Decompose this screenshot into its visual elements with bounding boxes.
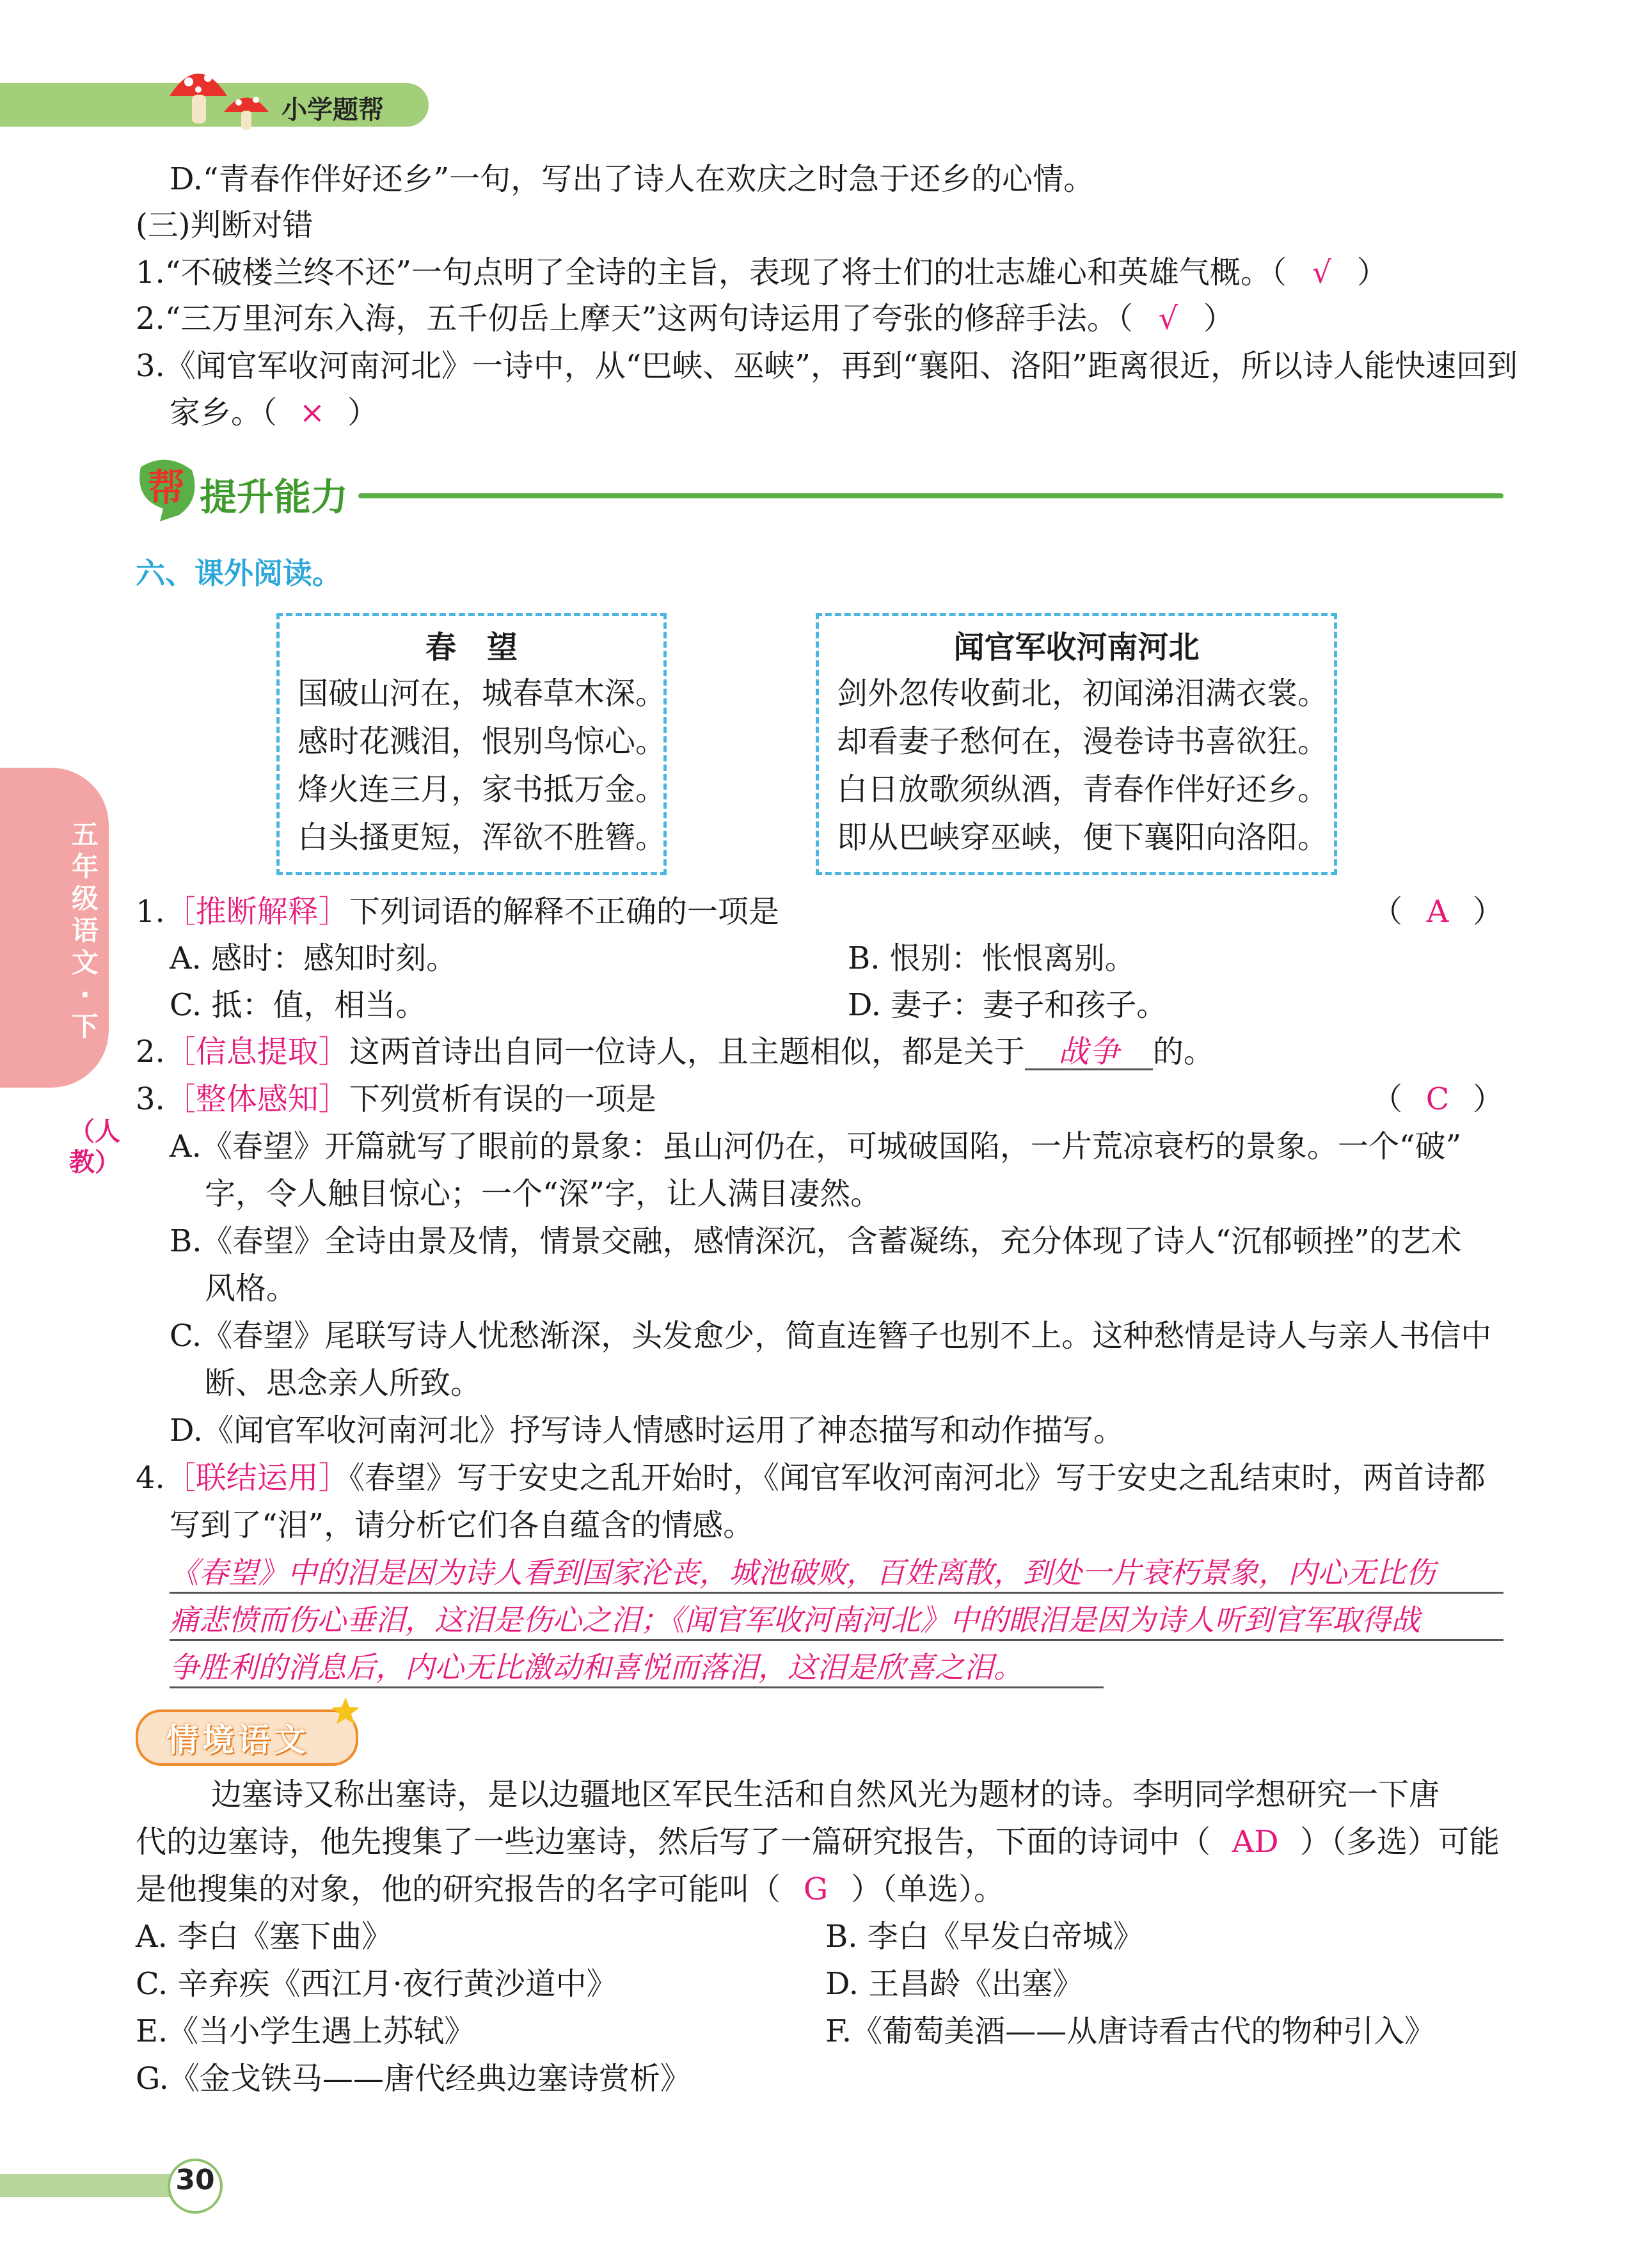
header-title: 小学题帮 — [282, 95, 384, 125]
bang-badge-icon — [134, 454, 198, 525]
judge-3-answer: × — [299, 395, 326, 431]
poem-2-line: 白日放歌须纵酒，青春作伴好还乡。 — [837, 772, 1329, 807]
q1-close: ） — [1472, 894, 1503, 930]
judge-1-end: ） — [1356, 255, 1388, 290]
qingjing-answer-1: AD — [1232, 1824, 1279, 1860]
side-edition-label: （人教） — [69, 1117, 120, 1177]
q4-answer-line2: 痛悲愤而伤心垂泪，这泪是伤心之泪；《闻官军收河南河北》中的眼泪是因为诗人听到官军取得战 — [170, 1601, 1503, 1641]
q3-option-b-line1: B.《春望》全诗由景及情，情景交融，感情深沉，含蓄凝练，充分体现了诗人“沉郁顿挫”的艺术 — [170, 1223, 1462, 1259]
q2-tag: ［信息提取］ — [164, 1034, 349, 1070]
q3-open: （ — [1371, 1081, 1402, 1117]
q2-answer: 战争 — [1025, 1035, 1153, 1070]
qingjing-option-b: B. 李白《早发白帝城》 — [825, 1919, 1144, 1955]
q1-option-d: D. 妻子：妻子和孩子。 — [848, 987, 1168, 1023]
q3-option-c-line2: 断、思念亲人所致。 — [205, 1365, 482, 1401]
judge-3 — [170, 393, 378, 432]
q4-tag: ［联结运用］ — [164, 1460, 349, 1496]
option-d-text: D.“青春作伴好还乡”一句，写出了诗人在欢庆之时急于还乡的心情。 — [170, 161, 1095, 197]
qingjing-para-line1: 边塞诗又称出塞诗，是以边疆地区军民生活和自然风光为题材的诗。李明同学想研究一下唐 — [211, 1777, 1440, 1812]
qingjing-p3a: 是他搜集的对象，他的研究报告的名字可能叫（ — [136, 1871, 781, 1907]
judge-1 — [136, 253, 1388, 292]
side-grade-label: 五年级语文·下 — [71, 819, 99, 1042]
q1-answer: A — [1426, 894, 1449, 930]
qingjing-option-e: E.《当小学生遇上苏轼》 — [136, 2013, 475, 2049]
q4-answer-line1: 《春望》中的泪是因为诗人看到国家沦丧，城池破败，百姓离散，到处一片衰朽景象，内心无比伤 — [170, 1553, 1503, 1594]
judge-2-end: ） — [1203, 301, 1234, 337]
q3-text: 下列赏析有误的一项是 — [349, 1081, 656, 1117]
qingjing-para-line3 — [136, 1870, 1004, 1908]
q1-num: 1. — [136, 894, 165, 930]
qingjing-option-g: G.《金戈铁马——唐代经典边塞诗赏析》 — [136, 2061, 691, 2097]
q1-answer-bracket — [1372, 892, 1503, 931]
q4-text: 《春望》写于安史之乱开始时，《闻官军收河南河北》写于安史之乱结束时，两首诗都 — [349, 1460, 1486, 1496]
qingjing-option-f: F.《葡萄美酒——从唐诗看古代的物种引入》 — [825, 2013, 1436, 2049]
q3-option-b-line2: 风格。 — [205, 1271, 297, 1306]
poem-1-line: 烽火连三月，家书抵万金。 — [297, 772, 667, 807]
qingjing-p2a: 代的边塞诗，他先搜集了一些边塞诗，然后写了一篇研究报告，下面的诗词中（ — [136, 1824, 1211, 1860]
question-1 — [136, 892, 1503, 931]
poem-2-title: 闻官军收河南河北 — [953, 630, 1200, 665]
judge-3-end: ） — [347, 395, 379, 431]
page-number: 30 — [175, 2164, 215, 2196]
qingjing-option-a: A. 李白《塞下曲》 — [136, 1919, 393, 1955]
banner-divider — [358, 493, 1503, 498]
q2-end: 的。 — [1152, 1034, 1214, 1070]
q1-tag: ［推断解释］ — [164, 894, 349, 930]
poem-1-line: 白头搔更短，浑欲不胜簪。 — [297, 820, 667, 855]
q1-open: （ — [1371, 894, 1402, 930]
question-4 — [136, 1459, 1486, 1497]
q3-tag: ［整体感知］ — [164, 1081, 349, 1117]
judge-1-text: 1.“不破楼兰终不还”一句点明了全诗的主旨，表现了将士们的壮志雄心和英雄气概。（ — [136, 255, 1287, 290]
mushroom-icon — [163, 58, 278, 134]
q2-text: 这两首诗出自同一位诗人，且主题相似，都是关于 — [349, 1034, 1025, 1070]
judge-2 — [136, 299, 1234, 338]
poem-1-title: 春 望 — [425, 630, 518, 665]
q3-option-a-line2: 字，令人触目惊心；一个“深”字，让人满目凄然。 — [205, 1176, 882, 1212]
q4-num: 4. — [136, 1460, 165, 1496]
q3-answer: C — [1425, 1081, 1450, 1117]
judge-2-text: 2.“三万里河东入海，五千仞岳上摩天”这两句诗运用了夸张的修辞手法。（ — [136, 301, 1133, 337]
banner-title: 提升能力 — [200, 475, 349, 519]
q3-answer-bracket — [1372, 1080, 1503, 1118]
qingjing-para-line2 — [136, 1823, 1500, 1861]
question-3 — [136, 1080, 1503, 1118]
page-number-bar — [0, 2174, 192, 2197]
qingjing-option-c: C. 辛弃疾《西江月·夜行黄沙道中》 — [136, 1966, 617, 2002]
qingjing-label: 情境语文 — [166, 1722, 310, 1759]
q3-num: 3. — [136, 1081, 165, 1117]
q3-option-d: D.《闻官军收河南河北》抒写诗人情感时运用了神态描写和动作描写。 — [170, 1413, 1125, 1448]
qingjing-p2b: ）（多选）可能 — [1300, 1824, 1500, 1860]
q3-close: ） — [1472, 1081, 1503, 1117]
q1-text: 下列词语的解释不正确的一项是 — [349, 894, 779, 930]
judge-3-text: 家乡。（ — [170, 395, 278, 431]
question-2 — [136, 1033, 1214, 1071]
q3-option-a-line1: A.《春望》开篇就写了眼前的景象：虽山河仍在，可城破国陷，一片荒凉衰朽的景象。一个“破” — [170, 1129, 1462, 1164]
q3-option-c-line1: C.《春望》尾联写诗人忧愁渐深，头发愈少，简直连簪子也别不上。这种愁情是诗人与亲人书信中 — [170, 1318, 1492, 1354]
poem-2-line: 剑外忽传收蓟北，初闻涕泪满衣裳。 — [837, 676, 1329, 711]
poem-1-line: 感时花溅泪，恨别鸟惊心。 — [297, 724, 667, 759]
q1-option-c: C. 抵：值，相当。 — [170, 987, 427, 1023]
star-icon — [329, 1695, 361, 1727]
qingjing-p3b: ）（单选）。 — [851, 1871, 1005, 1907]
q4-text-line2: 写到了“泪”，请分析它们各自蕴含的情感。 — [170, 1507, 754, 1543]
q2-num: 2. — [136, 1034, 165, 1070]
judge-3-line1: 3.《闻官军收河南河北》一诗中，从“巴峡、巫峡”，再到“襄阳、洛阳”距离很近，所以诗人能快速回到 — [136, 348, 1518, 384]
qingjing-option-d: D. 王昌龄《出塞》 — [825, 1966, 1084, 2002]
judge-1-answer: √ — [1312, 255, 1332, 290]
poem-2-line: 即从巴峡穿巫峡，便下襄阳向洛阳。 — [837, 820, 1329, 855]
section-3-title: (三)判断对错 — [136, 207, 313, 243]
section-6-title: 六、课外阅读。 — [136, 556, 342, 591]
svg-text:帮: 帮 — [147, 466, 186, 509]
judge-2-answer: √ — [1158, 301, 1178, 337]
q1-option-a: A. 感时：感知时刻。 — [170, 940, 457, 976]
q1-option-b: B. 恨别：怅恨离别。 — [848, 940, 1136, 976]
poem-box-chunwang — [276, 613, 667, 875]
poem-box-wenguanjun — [816, 613, 1337, 875]
q4-answer-line3: 争胜利的消息后，内心无比激动和喜悦而落泪，这泪是欣喜之泪。 — [170, 1648, 1104, 1688]
poem-2-line: 却看妻子愁何在，漫卷诗书喜欲狂。 — [837, 724, 1329, 759]
qingjing-answer-2: G — [803, 1871, 829, 1907]
poem-1-line: 国破山河在，城春草木深。 — [297, 676, 667, 711]
